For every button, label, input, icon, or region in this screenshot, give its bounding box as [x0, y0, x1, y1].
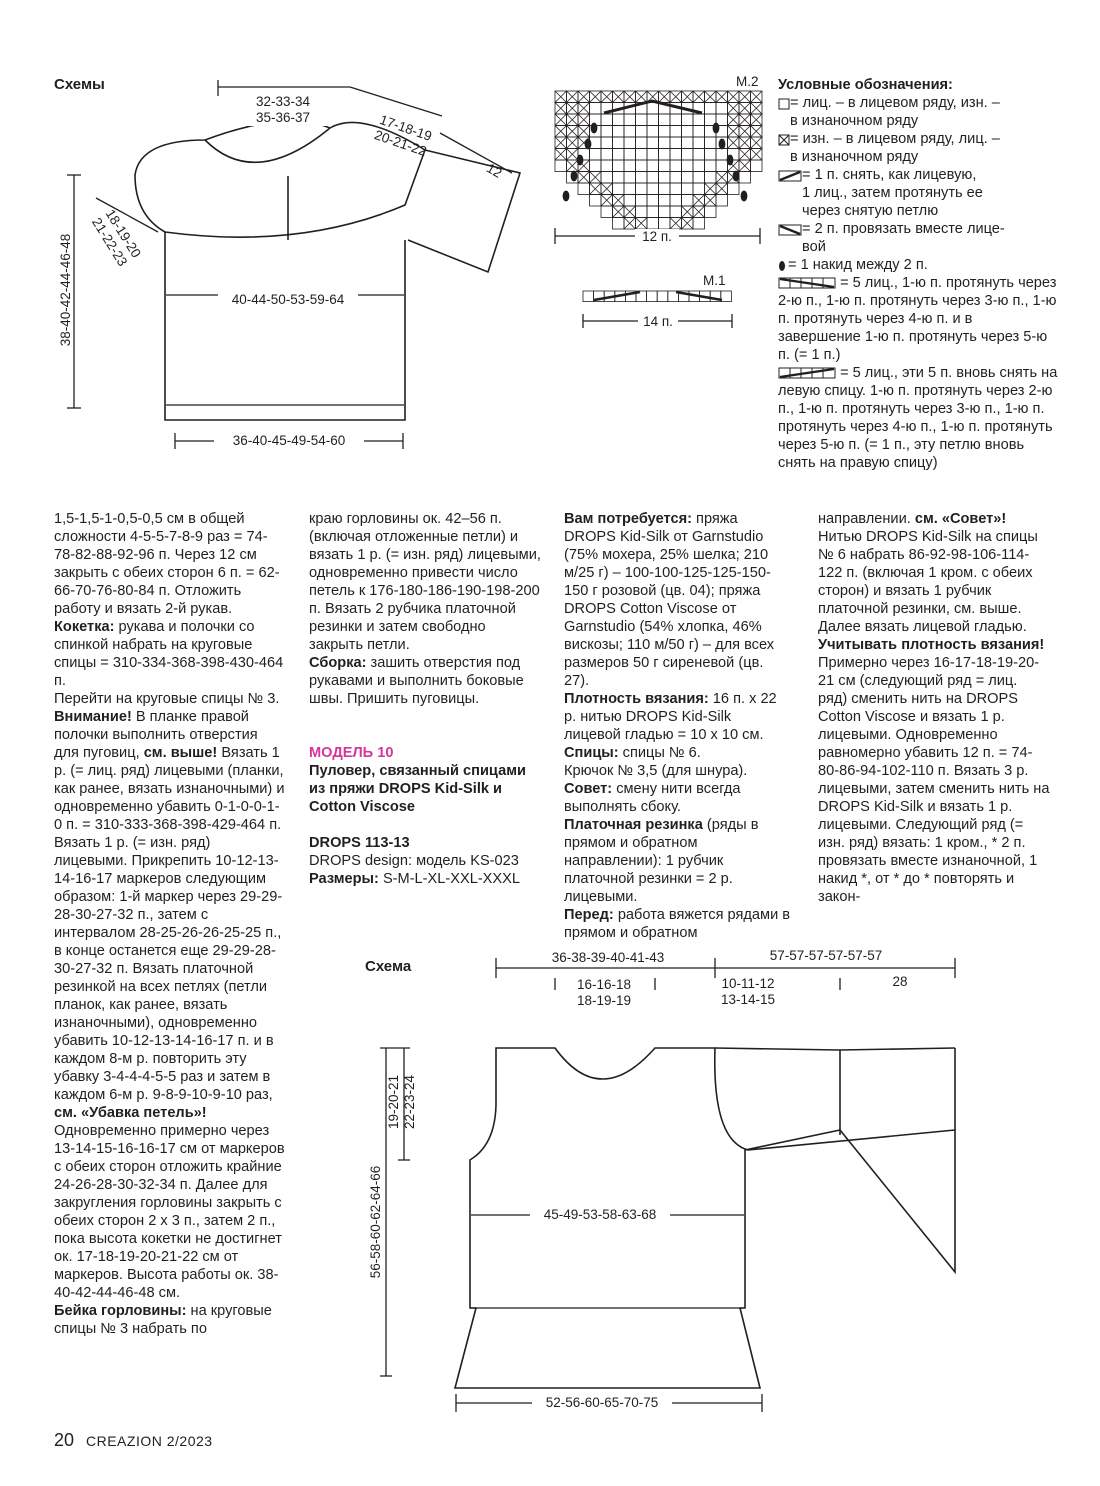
shoulder-dim: 10-11-12 13-14-15 — [720, 976, 776, 1007]
legend-title: Условные обозначения: — [778, 77, 953, 93]
text-column-1: 1,5-1,5-1-0,5-0,5 см в общей сложности 4-5-5-7-8-9 раз = 74-78-82-88-92-96 п. Через 12 см закрыть с обеих сторон 6 п. = 62-66-70-76-80-84 п. Отложить работу и вязать 2-й рукав. Кокетка: рукава и полочки со спинкой набрать на круговые спицы = 310-334-368-398-430-464 п. Перейти на круговые спицы № 3. Внимание! В планке правой полочки выполнить отверстия для пуговиц, см. выше! Вязать 1 р. (= лиц. ряд) лицевыми (планки, как ранее, вязать изнаночными) и одновременно убавить 0-1-0-0-1-0 п. = 310-333-368-398-429-464 п. Вязать 1 р. (= изн. ряд) лицевыми. Прикрепить 10-12-13-14-16-17 маркеров следующим образом: 1-й маркер через 29-29-28-30-27-32 п., затем с интервалом 28-25-26-26-25-25 п., в конце останется еще 29-29-28-30-27-32 п. Вязать платочной резинкой на всех петлях (петли планок, как ранее, вязать изнаночными), одновременно убавить 10-12-13-14-16-17 п. и в каждом 8-м р. повторить эту убавку 3-4-4-4-5-5 раз и затем в каждом 6-м р. 9-8-9-10-9-10 раз, см. «Убавка петель»! Одновременно примерно через 13-14-15-16-16-17 см от маркеров с обеих сторон отложить крайние 24-26-28-30-32-34 п. Далее для закругления горловины закрыть с обеих сторон 2 х 3 п., затем 2 п., пока высота кокетки не достигнет ок. 17-18-19-20-21-22 см от маркеров. Высота работы ок. 38-40-42-44-46-48 см. Бейка горловины: на круговые спицы № 3 набрать по — [54, 511, 285, 1337]
legend-item: = 1 накид между 2 п. — [778, 256, 1058, 274]
legend-item: = лиц. – в лицевом ряду, изн. – в изнаночном ряду — [778, 94, 1058, 130]
total-length-label: 38-40-42-44-46-48 — [58, 233, 73, 347]
chart-m1-width: 14 п. — [638, 314, 678, 330]
top-right-dim: 57-57-57-57-57-57 — [769, 948, 883, 963]
sleeve-end-label: 12 — [483, 160, 505, 181]
hem-width-bottom-label: 52-56-60-65-70-75 — [532, 1395, 672, 1411]
neck-width-label: 32-33-34 35-36-37 — [238, 94, 328, 126]
legend-item: = 1 п. снять, как лицевую, 1 лиц., затем протянуть ее через снятую петлю — [778, 166, 1058, 220]
model-number: МОДЕЛЬ 10 — [309, 745, 394, 761]
text-column-3: Вам потребуется: пряжа DROPS Kid-Silk от Garnstudio (75% мохера, 25% шелка; 210 м/25 г) – 100-100-125-125-150-150 г розовой (цв. 04); пряжа DROPS Cotton Viscose от Garnstudio (54% хлопка, 46% вискозы; 110 м/50 г) – для всех размеров 50 г сиреневой (цв. 27). Плотность вязания: 16 п. х 22 р. нитью DROPS Kid-Silk лицевой гладью = 10 х 10 см. Спицы: спицы № 6. Крючок № 3,5 (для шнура). Совет: смену нити всегда выполнять сбоку. Платочная резинка (ряды в прямом и обратном направлении): 1 рубчик платочной резинки = 2 р. лицевыми. Перед: работа вяжется рядами в прямом и обратном — [564, 511, 791, 941]
pattern-code: DROPS 113-13 — [309, 835, 410, 851]
total-length-bottom-label: 56-58-60-62-64-66 — [368, 1152, 384, 1292]
model-title: Пуловер, связанный спицами из пряжи DROPS Kid-Silk и Cotton Viscose — [309, 763, 526, 815]
magazine-name: CREAZION 2/2023 — [86, 1433, 213, 1449]
hem-width-label: 36-40-45-49-54-60 — [214, 433, 364, 449]
neck-dim: 16-16-18 18-19-19 — [576, 977, 632, 1008]
chart-m2-width: 12 п. — [635, 229, 679, 245]
legend-item: = 5 лиц., 1-ю п. протянуть через 2-ю п., 1-ю п. протянуть через 3-ю п., 1-ю п. протянуть через 4-ю п. и в завершение 1-ю п. протянуть через 5-ю п. (= 1 п.) — [778, 275, 1057, 363]
chart-m1-label: M.1 — [703, 273, 726, 288]
top-left-dim: 36-38-39-40-41-43 — [551, 950, 665, 965]
legend-item: = 2 п. провязать вместе лице- вой — [778, 220, 1058, 256]
chest-width-bottom-label: 45-49-53-58-63-68 — [530, 1207, 670, 1223]
page-number: 20 — [54, 1430, 75, 1450]
legend-item: = изн. – в лицевом ряду, лиц. – в изнаночном ряду — [778, 130, 1058, 166]
chart-m2-label: M.2 — [736, 74, 759, 89]
text-column-4: направлении. см. «Совет»! Нитью DROPS Kid-Silk на спицы № 6 набрать 86-92-98-106-114-122 п. (включая 1 кром. с обеих сторон) и вязать 1 рубчик платочной резинки, см. выше. Далее вязать лицевой гладью. Учитывать плотность вязания! Примерно через 16-17-18-19-20-21 см (следующий ряд = лиц. ряд) сменить нить на DROPS Cotton Viscose и вязать 1 р. лицевыми. Одновременно равномерно убавить 12 п. = 74-80-86-94-102-110 п. Вязать 3 р. лицевыми, затем сменить нить на DROPS Kid-Silk и вязать 1 р. лицевыми. Следующий ряд (= изн. ряд) вязать: 1 кром., * 2 п. провязать вместе изнаночной, 1 накид *, от * до * повторять и закон- — [818, 511, 1050, 905]
yoke-depth-label: 18-19-20 21-22-23 — [88, 206, 144, 269]
chest-width-label: 40-44-50-53-59-64 — [218, 292, 358, 308]
design-credit: DROPS design: модель KS-023 — [309, 853, 519, 869]
legend-item: = 5 лиц., эти 5 п. вновь снять на левую спицу. 1-ю п. протянуть через 2-ю п., 1-ю п. протянуть через 3-ю п., 1-ю п. протянуть через 4-ю п., 1-ю п. протянуть через 5-ю п. (= 1 п., эту петлю вновь снять на правую спицу) — [778, 365, 1058, 471]
sizes-line: Размеры: S-M-L-XL-XXL-XXXL — [309, 871, 521, 887]
top-diagram-title: Схемы — [54, 76, 105, 93]
bottom-diagram-title: Схема — [365, 958, 412, 975]
shoulder-length-label: 17-18-19 20-21-22 — [372, 112, 434, 159]
sleeve-dim: 28 — [892, 974, 908, 989]
text-column-2: краю горловины ок. 42–56 п. (включая отложенные петли) и вязать 1 р. (= изн. ряд) лицевыми, одновременно привести число петель к 176-180-186-190-198-200 п. Вязать 2 рубчика платочной резинки и затем свободно закрыть петли. Сборка: зашить отверстия под рукавами и выполнить боковые швы. Пришить пуговицы. МОДЕЛЬ 10 Пуловер, связанный спицами из пряжи DROPS Kid-Silk и Cotton Viscose DROPS 113-13 DROPS design: модель KS-023 Размеры: S-M-L-XL-XXL-XXXL — [309, 511, 541, 887]
armhole-depth-label: 19-20-21 22-23-24 — [386, 1074, 417, 1130]
